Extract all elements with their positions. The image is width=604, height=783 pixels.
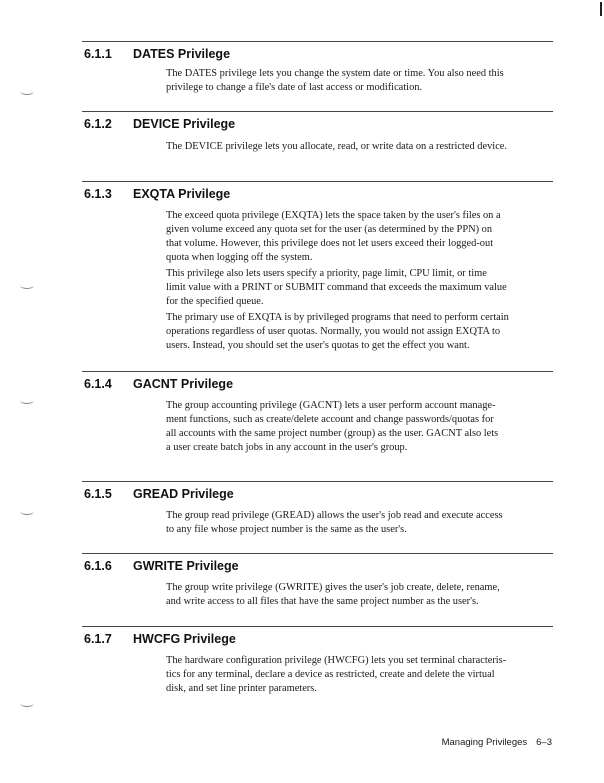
text-line: The hardware configuration privilege (HWCFG) lets you set terminal characteris- [166,655,507,666]
text-line: that volume. However, this privilege does not let users exceed their logged-out [166,238,494,249]
section-title: DATES Privilege [133,47,231,61]
text-line: and write access to all files that have the same project number as the user's. [166,596,479,607]
section-body [166,140,558,156]
section-heading [84,47,230,61]
hole-punch-mark [20,88,34,95]
text-line: The DEVICE privilege lets you allocate, read, or write data on a restricted device. [166,141,508,152]
section-rule [82,181,553,182]
paragraph [166,311,558,353]
paragraph [166,654,558,696]
text-line: users. Instead, you should set the user's quotas to get the effect you want. [166,340,470,351]
section-rule [82,111,553,112]
section-body [166,209,558,355]
page-footer [442,737,552,748]
paragraph [166,267,558,309]
footer-page-number: 6–3 [536,737,552,748]
section-title: GREAD Privilege [133,487,234,501]
text-line: for the specified queue. [166,296,264,307]
hole-punch-mark [20,508,34,515]
text-line: privilege to change a file's date of last access or modification. [166,82,423,93]
hole-punch-mark [20,282,34,289]
text-line: given volume exceed any quota set for the user (as determined by the PPN) on [166,224,493,235]
text-line: all accounts with the same project number (group) as the user. GACNT also lets [166,428,499,439]
text-line: a user create batch jobs in any account in the user's group. [166,442,408,453]
text-line: quota when logging off the system. [166,252,313,263]
text-line: The group accounting privilege (GACNT) lets a user perform account manage- [166,400,496,411]
text-line: to any file whose project number is the same as the user's. [166,524,407,535]
section-title: DEVICE Privilege [133,117,236,131]
text-line: operations regardless of user quotas. Normally, you would not assign EXQTA to [166,326,501,337]
section-heading [84,559,239,573]
section-number: 6.1.3 [84,187,112,201]
section-rule [82,553,553,554]
section-title: GACNT Privilege [133,377,234,391]
text-line: The group write privilege (GWRITE) gives the user's job create, delete, rename, [166,582,500,593]
section-body [166,67,558,97]
section-number: 6.1.5 [84,487,112,501]
paragraph [166,140,558,154]
section-rule [82,626,553,627]
text-line: ment functions, such as create/delete account and change passwords/quotas for [166,414,494,425]
paragraph [166,581,558,609]
hole-punch-mark [20,397,34,404]
section-number: 6.1.2 [84,117,112,131]
text-line: tics for any terminal, declare a device as restricted, create and delete the virtual [166,669,495,680]
footer-chapter: Managing Privileges [441,737,528,748]
section-rule [82,371,553,372]
section-body [166,509,558,539]
section-rule [82,41,553,42]
paragraph [166,399,558,455]
section-number: 6.1.6 [84,559,112,573]
scan-edge-mark [600,2,602,16]
section-number: 6.1.7 [84,632,112,646]
section-heading [84,377,233,391]
text-line: The group read privilege (GREAD) allows the user's job read and execute access [166,510,503,521]
section-heading [84,487,234,501]
text-line: This privilege also lets users specify a priority, page limit, CPU limit, or time [166,268,487,279]
section-body [166,399,558,457]
text-line: disk, and set line printer parameters. [166,683,317,694]
paragraph [166,509,558,537]
section-title: GWRITE Privilege [133,559,239,573]
text-line: The primary use of EXQTA is by privileged programs that need to perform certain [166,312,509,323]
section-heading [84,117,235,131]
section-number: 6.1.4 [84,377,112,391]
section-heading [84,632,236,646]
section-body [166,581,558,611]
section-title: HWCFG Privilege [133,632,236,646]
text-line: The DATES privilege lets you change the system date or time. You also need this [166,68,504,79]
hole-punch-mark [20,700,34,707]
section-heading [84,187,230,201]
text-line: The exceed quota privilege (EXQTA) lets the space taken by the user's files on a [166,210,501,221]
section-title: EXQTA Privilege [133,187,231,201]
text-line: limit value with a PRINT or SUBMIT command that exceeds the maximum value [166,282,507,293]
section-body [166,654,558,698]
section-number: 6.1.1 [84,47,112,61]
paragraph [166,67,558,95]
paragraph [166,209,558,265]
section-rule [82,481,553,482]
